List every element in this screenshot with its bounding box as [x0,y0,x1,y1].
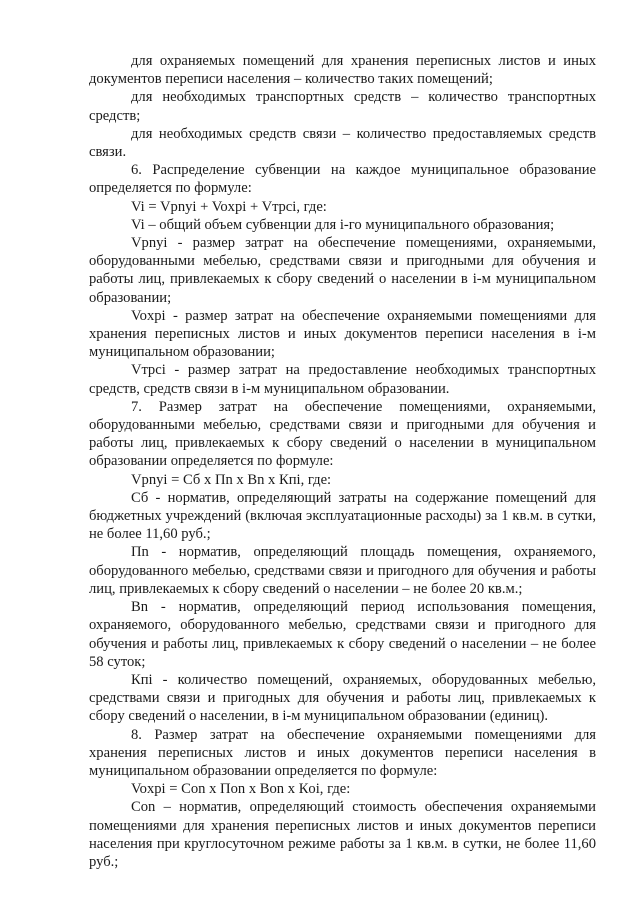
definition-pn: Пn - норматив, определяющий площадь помещения, охраняемого, оборудованного мебелью, средствами связи и пригодного для обучения и работы лиц, привлекаемых к сбору сведений о населении – не более 20 кв.м.; [89,544,596,597]
definition-con: Con – норматив, определяющий стоимость обеспечения охраняемыми помещениями для хранения переписных листов и иных документов переписи населения при круглосуточном режиме работы за 1 кв.м. в сутки, не более 11,60 руб.; [89,799,596,870]
definition-vi: Vi – общий объем субвенции для i-го муниципального образования; [131,216,555,233]
formula-vpnyi: Vpnyi = Сб х Пn х Вn х Кпi, где: [131,471,332,488]
definition-kpi: Кпi - количество помещений, охраняемых, оборудованных мебелью, средствами связи и пригодных для обучения и работы лиц, привлекаемых к сбору сведений о населении, в i-м муниципальном образовании (единиц). [89,671,596,725]
definition-vn: Вn - норматив, определяющий период использования помещения, охраняемого, оборудованного мебелью, средствами связи и пригодного для обучения и работы лиц, привлекаемых к сбору сведений о населении – не более 58 суток; [89,599,596,670]
definition-sb: Сб - норматив, определяющий затраты на содержание помещений для бюджетных учреждений (включая эксплуатационные расходы) за 1 кв.м. в сутки, не более 11,60 руб.; [89,489,596,543]
definition-vpnyi: Vpnyi - размер затрат на обеспечение помещениями, охраняемыми, оборудованными мебелью, средствами связи и пригодными для обучения и работы лиц, привлекаемых к сбору сведений о населении в i-м муниципальном образовании; [89,235,596,306]
formula-vi: Vi = Vpnyi + Voxpi + Vтpci, где: [131,198,327,215]
definition-vtpci: Vтpci - размер затрат на предоставление необходимых транспортных средств, средств связи в i-м муниципальном образовании. [89,362,596,397]
paragraph-transport: для необходимых транспортных средств – количество транспортных средств; [89,89,596,124]
paragraph-storage-premises: для охраняемых помещений для хранения переписных листов и иных документов переписи населения – количество таких помещений; [89,53,596,88]
paragraph-section-7: 7. Размер затрат на обеспечение помещениями, охраняемыми, оборудованными мебелью, средствами связи и пригодными для обучения и работы лиц, привлекаемых к сбору сведений о населении в муниципальном образовании определяется по формуле: [89,398,596,470]
formula-voxpi: Voxpi = Con х Пon х Вon х Кoi, где: [131,781,351,798]
paragraph-communication: для необходимых средств связи – количество предоставляемых средств связи. [89,125,596,161]
document-page [89,52,596,871]
paragraph-section-6: 6. Распределение субвенции на каждое муниципальное образование определяется по формуле: [89,162,596,197]
definition-voxpi: Voxpi - размер затрат на обеспечение охраняемыми помещениями для хранения переписных листов и иных документов переписи населения в i-м муниципальном образовании; [89,307,596,361]
paragraph-section-8: 8. Размер затрат на обеспечение охраняемыми помещениями для хранения переписных листов и иных документов переписи населения в муниципальном образовании определяется по формуле: [89,726,596,779]
